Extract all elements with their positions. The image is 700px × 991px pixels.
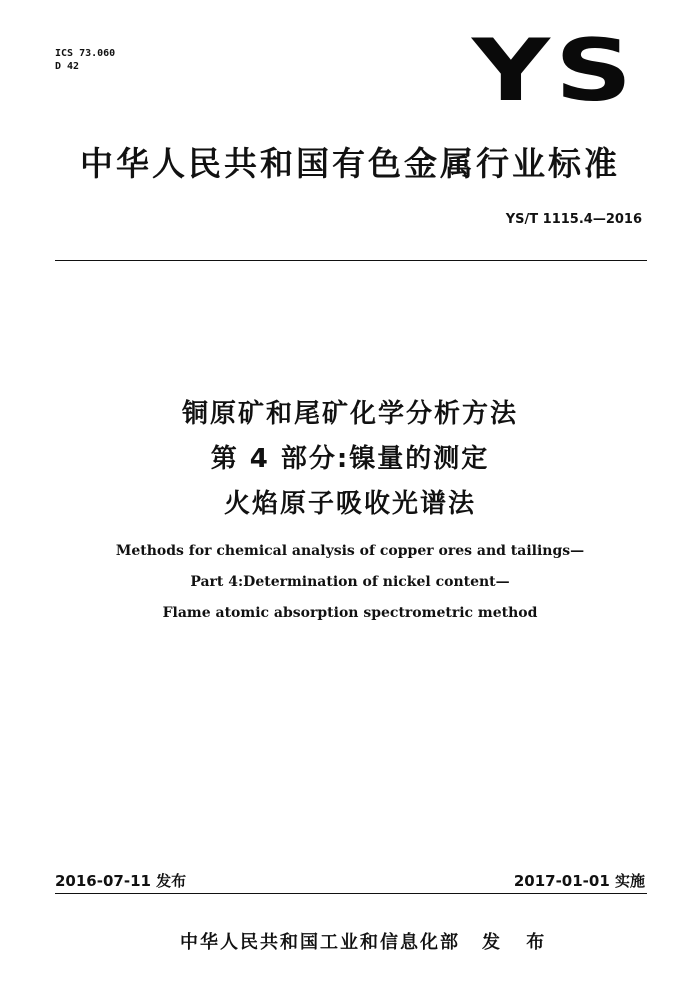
- issuer: 中华人民共和国工业和信息化部: [180, 932, 460, 953]
- classification-codes: [55, 47, 115, 73]
- title-en-line-1: Methods for chemical analysis of copper ores and tailings—: [115, 543, 585, 559]
- ys-logo: YS: [472, 21, 638, 121]
- ics-code: ICS 73.060: [55, 48, 116, 59]
- org-title: 中华人民共和国有色金属行业标准: [80, 144, 620, 183]
- title-en-line-2: Part 4:Determination of nickel content—: [190, 574, 510, 590]
- publish-label: 发 布: [482, 932, 555, 953]
- title-cn-line-2: 第 4 部分:镍量的测定: [210, 444, 490, 474]
- title-cn-line-3: 火焰原子吸收光谱法: [223, 489, 476, 519]
- footer-divider: [55, 893, 647, 894]
- title-en-line-3: Flame atomic absorption spectrometric method: [162, 605, 538, 621]
- header-divider: [55, 260, 647, 261]
- effective-date: 2017-01-01 实施: [513, 872, 645, 890]
- issue-date: 2016-07-11 发布: [55, 872, 187, 890]
- title-cn-line-1: 铜原矿和尾矿化学分析方法: [181, 399, 518, 429]
- ccs-code: D 42: [55, 61, 80, 72]
- standard-number: YS/T 1115.4—2016: [505, 212, 642, 227]
